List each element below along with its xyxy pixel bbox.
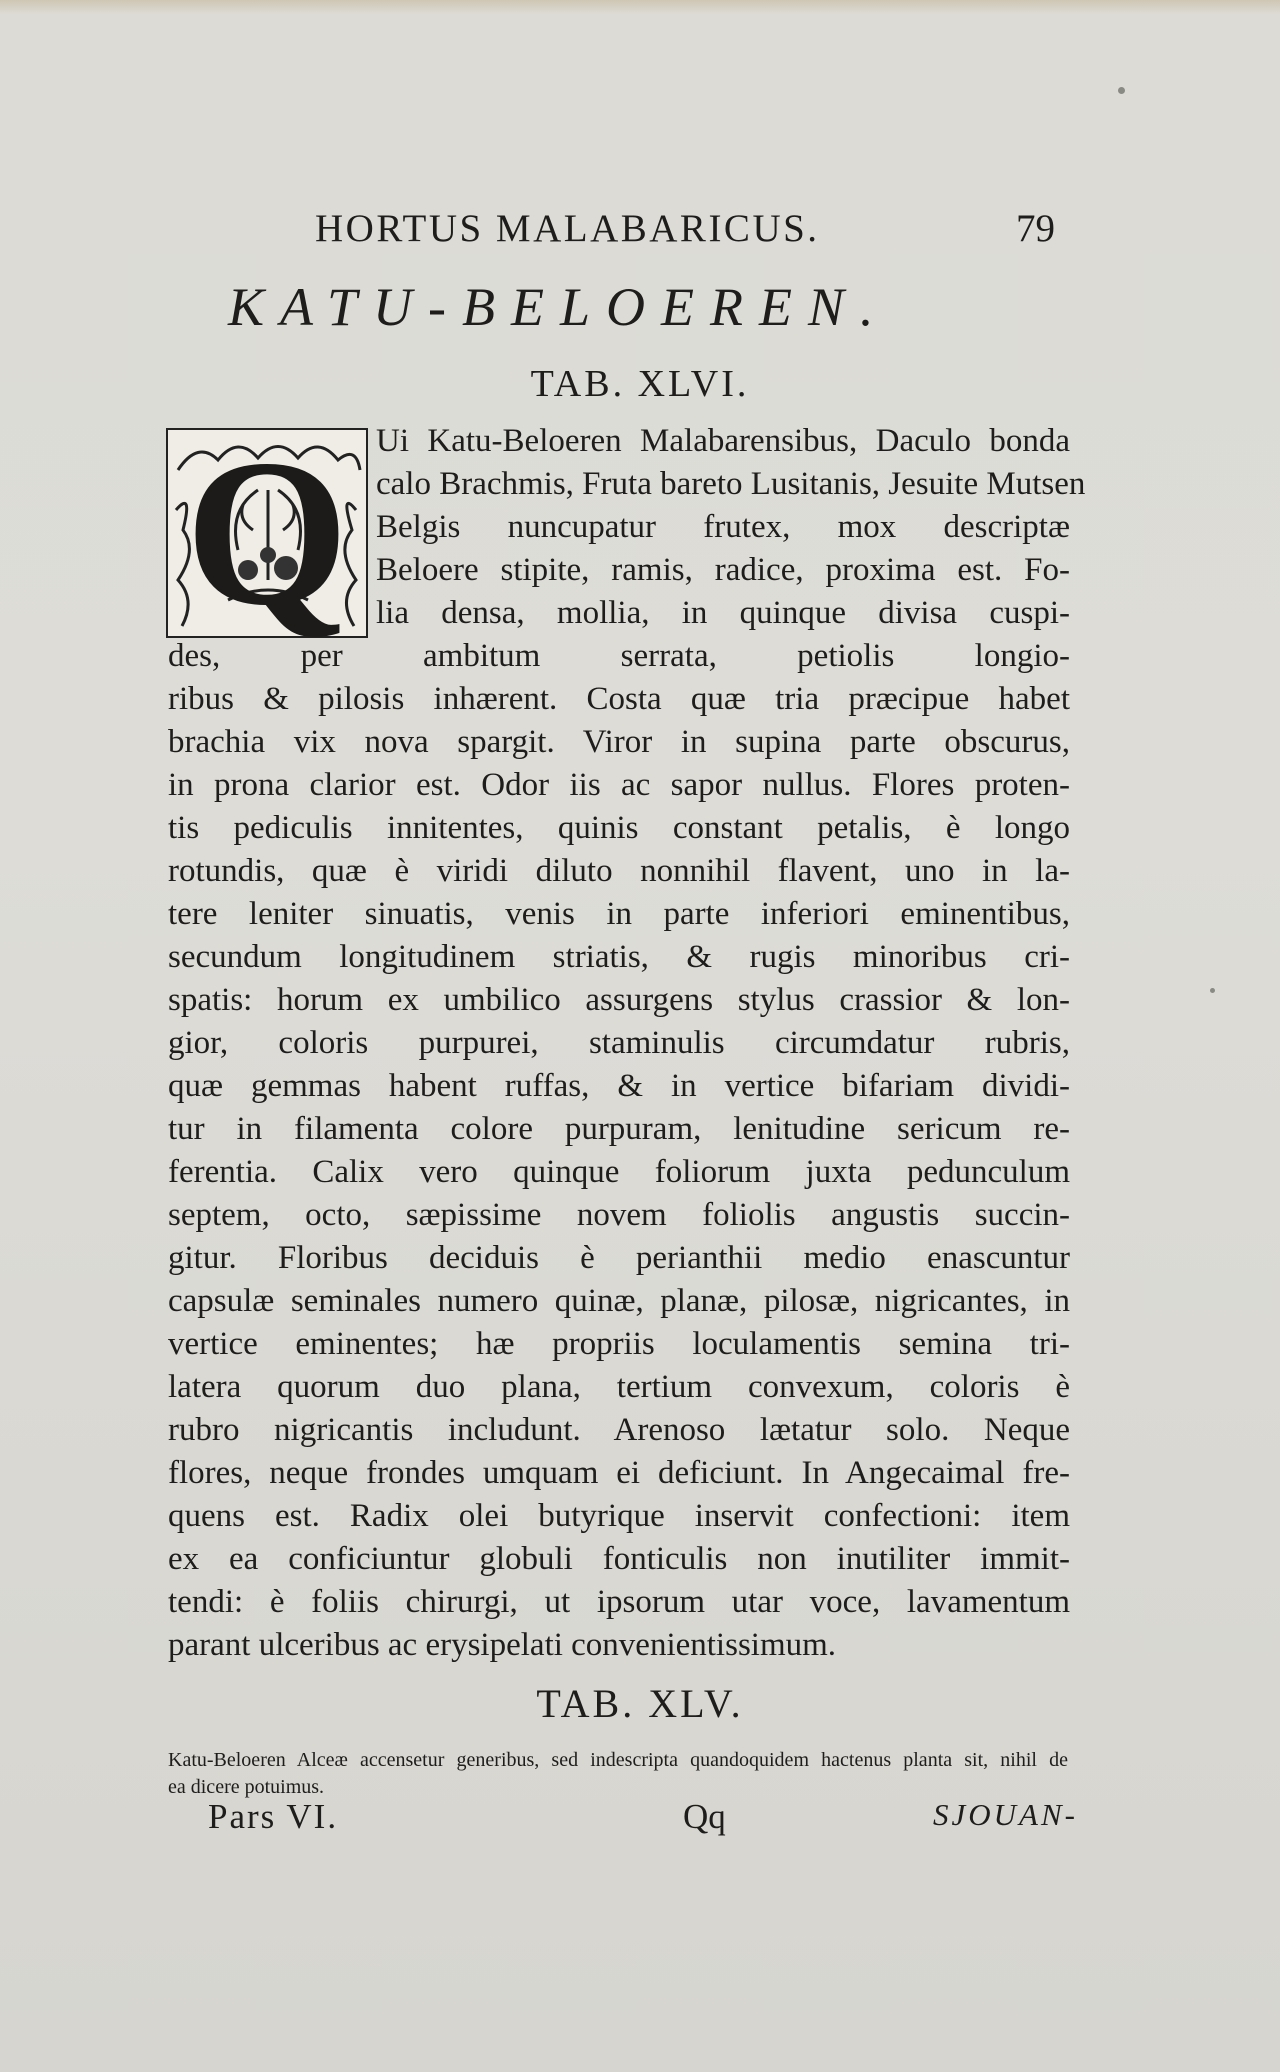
text-line: Beloere stipite, ramis, radice, proxima est. Fo-	[376, 552, 1070, 588]
text-line: tur in filamenta colore purpuram, lenitudine sericum re-	[168, 1111, 1070, 1147]
paper-speck	[1210, 988, 1215, 993]
drop-cap-letter: Q	[185, 417, 349, 649]
page-top-edge	[0, 0, 1280, 14]
footnote	[168, 1747, 1068, 1801]
page-number: 79	[1016, 207, 1055, 250]
text-line: parant ulceribus ac erysipelati convenientissimum.	[168, 1627, 837, 1663]
text-line: rotundis, quæ è viridi diluto nonnihil flavent, uno in la-	[168, 853, 1070, 889]
signature-mark: Qq	[683, 1797, 726, 1836]
part-label: Pars VI.	[208, 1797, 339, 1836]
running-title: HORTUS MALABARICUS.	[315, 207, 820, 250]
text-line: Belgis nuncupatur frutex, mox descriptæ	[376, 509, 1070, 545]
plate-reference-top: TAB. XLVI.	[530, 363, 750, 405]
plant-title: KATU-BELOEREN.	[228, 277, 890, 337]
page-footer	[208, 1797, 1078, 1847]
text-line: capsulæ seminales numero quinæ, planæ, pilosæ, nigricantes, in	[168, 1283, 1070, 1319]
text-line: calo Brachmis, Fruta bareto Lusitanis, Jesuite Mutsen	[376, 466, 1086, 502]
text-line: vertice eminentes; hæ propriis loculamentis semina tri-	[168, 1326, 1070, 1362]
text-line: des, per ambitum serrata, petiolis longio-	[168, 638, 1070, 674]
text-line: quæ gemmas habent ruffas, & in vertice bifariam dividi-	[168, 1068, 1070, 1104]
text-line: lia densa, mollia, in quinque divisa cuspi-	[376, 595, 1070, 631]
text-line: tis pediculis innitentes, quinis constant petalis, è longo	[168, 810, 1070, 846]
text-line: brachia vix nova spargit. Viror in supina parte obscurus,	[168, 724, 1070, 760]
text-line: gior, coloris purpurei, staminulis circumdatur rubris,	[168, 1025, 1070, 1061]
text-line: in prona clarior est. Odor iis ac sapor nullus. Flores proten-	[168, 767, 1070, 803]
footnote-line: ea dicere potuimus.	[168, 1776, 325, 1798]
text-line: secundum longitudinem striatis, & rugis minoribus cri-	[168, 939, 1070, 975]
text-line: septem, octo, sæpissime novem foliolis angustis succin-	[168, 1197, 1070, 1233]
text-line: tendi: è foliis chirurgi, ut ipsorum utar voce, lavamentum	[168, 1584, 1070, 1620]
paper-speck	[1118, 87, 1125, 94]
footnote-line: Katu-Beloeren Alceæ accensetur generibus, sed indescripta quandoquidem hactenus planta sit, nihil de	[168, 1749, 1068, 1771]
plate-reference-bottom: TAB. XLV.	[536, 1681, 744, 1726]
text-line: ex ea conficiuntur globuli fonticulis non inutiliter immit-	[168, 1541, 1070, 1577]
text-line: flores, neque frondes umquam ei deficiunt. In Angecaimal fre-	[168, 1455, 1070, 1491]
text-line: tere leniter sinuatis, venis in parte inferiori eminentibus,	[168, 896, 1070, 932]
text-line: Ui Katu-Beloeren Malabarensibus, Daculo bonda	[376, 423, 1070, 459]
body-text	[168, 417, 1086, 1667]
text-line: quens est. Radix olei butyrique inservit confectioni: item	[168, 1498, 1070, 1534]
text-line: ribus & pilosis inhærent. Costa quæ tria præcipue habet	[168, 681, 1070, 717]
text-line: ferentia. Calix vero quinque foliorum juxta pedunculum	[168, 1154, 1070, 1190]
page-header	[315, 206, 1055, 256]
text-line: rubro nigricantis includunt. Arenoso lætatur solo. Neque	[168, 1412, 1070, 1448]
catchword: SJOUAN-	[933, 1797, 1078, 1832]
text-line: spatis: horum ex umbilico assurgens stylus crassior & lon-	[168, 982, 1070, 1018]
text-line: latera quorum duo plana, tertium convexum, coloris è	[168, 1369, 1070, 1405]
text-line: gitur. Floribus deciduis è perianthii medio enascuntur	[168, 1240, 1070, 1276]
